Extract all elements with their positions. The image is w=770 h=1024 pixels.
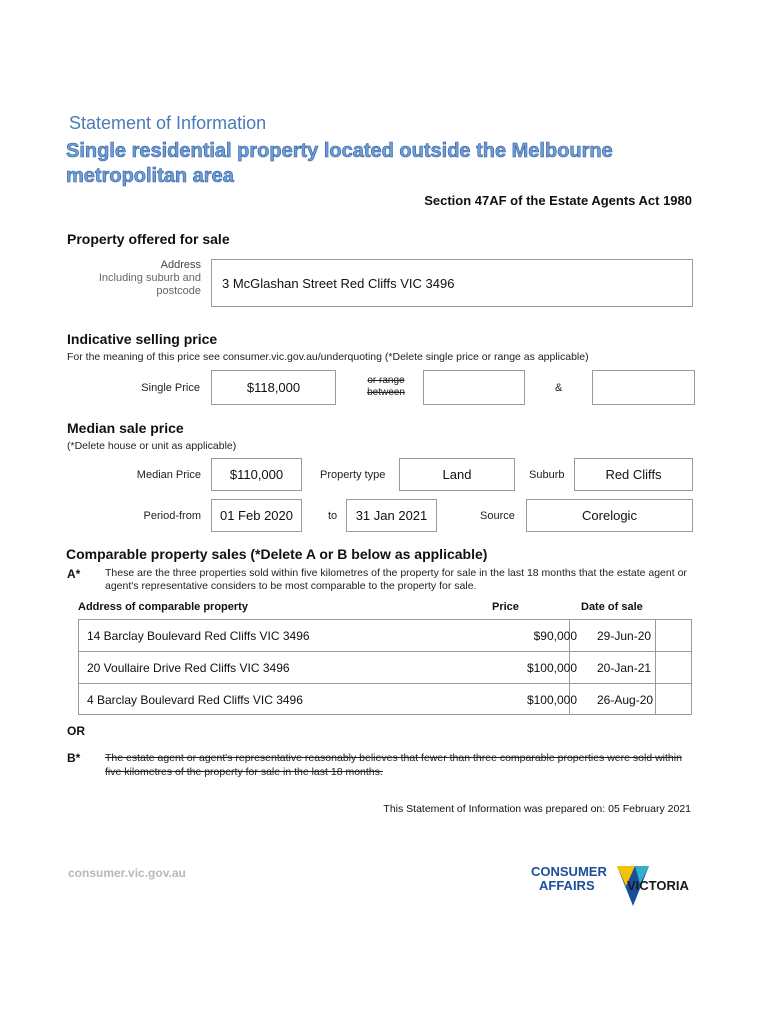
comparable-table [78,619,692,715]
suburb-field[interactable] [574,458,693,491]
median-price-label: Median Price [136,469,201,481]
address-value: 3 McGlashan Street Red Cliffs VIC 3496 [222,275,455,291]
logo-line-2: AFFAIRS [539,878,595,893]
single-price-field[interactable] [211,370,336,405]
option-a-marker: A* [67,567,81,581]
address-field[interactable] [211,259,693,307]
source-label: Source [480,510,515,522]
comparable-heading: Comparable property sales (*Delete A or B below as applicable) [66,546,488,562]
range-ampersand: & [555,382,563,394]
logo-line-1: CONSUMER [531,864,607,879]
single-price-value: $118,000 [246,380,301,395]
option-b-marker: B* [67,751,81,765]
document-kicker: Statement of Information [69,113,267,133]
or-label: OR [67,724,85,738]
property-heading: Property offered for sale [67,231,230,247]
period-from-value: 01 Feb 2020 [219,508,293,523]
median-heading: Median sale price [67,420,184,436]
single-price-label: Single Price [141,382,200,394]
row-price: $100,000 [526,693,577,707]
source-value: Corelogic [582,508,637,523]
or-range-line-1: or range [367,375,405,386]
victoria-triangle-icon [531,862,701,912]
period-to-value: 31 Jan 2021 [355,508,428,523]
period-from-field[interactable] [211,499,302,532]
footer-url[interactable]: consumer.vic.gov.au [68,866,186,880]
property-type-value: Land [442,467,472,482]
table-row[interactable] [79,652,691,684]
address-label-sub-1: Including suburb and [98,272,201,284]
indicative-heading: Indicative selling price [67,331,218,347]
period-to-label: to [328,510,338,522]
row-date: 20-Jan-21 [597,661,652,675]
or-range-line-2: between [367,387,405,398]
table-row[interactable] [79,620,691,652]
period-from-label: Period-from [143,510,201,522]
option-a-text: These are the three properties sold within five kilometres of the property for sale in the last 18 months that the estate agent or agent's representative considers to be most comparable to the property for sale. [105,567,687,592]
property-type-field[interactable] [399,458,515,491]
suburb-label: Suburb [529,469,565,481]
range-high-field[interactable] [592,370,695,405]
row-date: 29-Jun-20 [597,629,652,643]
address-label-sub-2: postcode [156,285,201,297]
or-range-label [356,375,416,399]
logo-line-3: VICTORIA [627,878,689,893]
range-low-field[interactable] [423,370,525,405]
address-label [80,259,201,298]
row-price: $100,000 [526,661,577,675]
prepared-date: This Statement of Information was prepared on: 05 February 2021 [383,803,691,815]
option-b-text: The estate agent or agent's representative reasonably believes that fewer than three comparable properties were sold within five kilometres of the property for sale in the last 18 months. [105,752,682,778]
col-price-header: Price [492,601,519,613]
consumer-affairs-victoria-logo [531,862,701,917]
source-field[interactable] [526,499,693,532]
median-note: (*Delete house or unit as applicable) [67,440,237,452]
address-label-main: Address [160,259,201,271]
property-type-label: Property type [320,469,386,481]
table-row[interactable] [79,684,691,716]
suburb-value: Red Cliffs [605,467,662,482]
row-date: 26-Aug-20 [597,693,654,707]
document-title: Single residential property located outside the Melbourne metropolitan area [66,140,613,187]
median-price-value: $110,000 [229,467,284,482]
col-address-header: Address of comparable property [78,601,248,613]
row-address: 4 Barclay Boulevard Red Cliffs VIC 3496 [87,693,303,707]
period-to-field[interactable] [346,499,437,532]
row-address: 14 Barclay Boulevard Red Cliffs VIC 3496 [87,629,310,643]
section-reference: Section 47AF of the Estate Agents Act 1980 [424,193,692,208]
row-price: $90,000 [533,629,577,643]
indicative-note: For the meaning of this price see consumer.vic.gov.au/underquoting (*Delete single price or range as applicable) [67,351,589,363]
col-date-header: Date of sale [581,601,643,613]
median-price-field[interactable] [211,458,302,491]
row-address: 20 Voullaire Drive Red Cliffs VIC 3496 [87,661,290,675]
